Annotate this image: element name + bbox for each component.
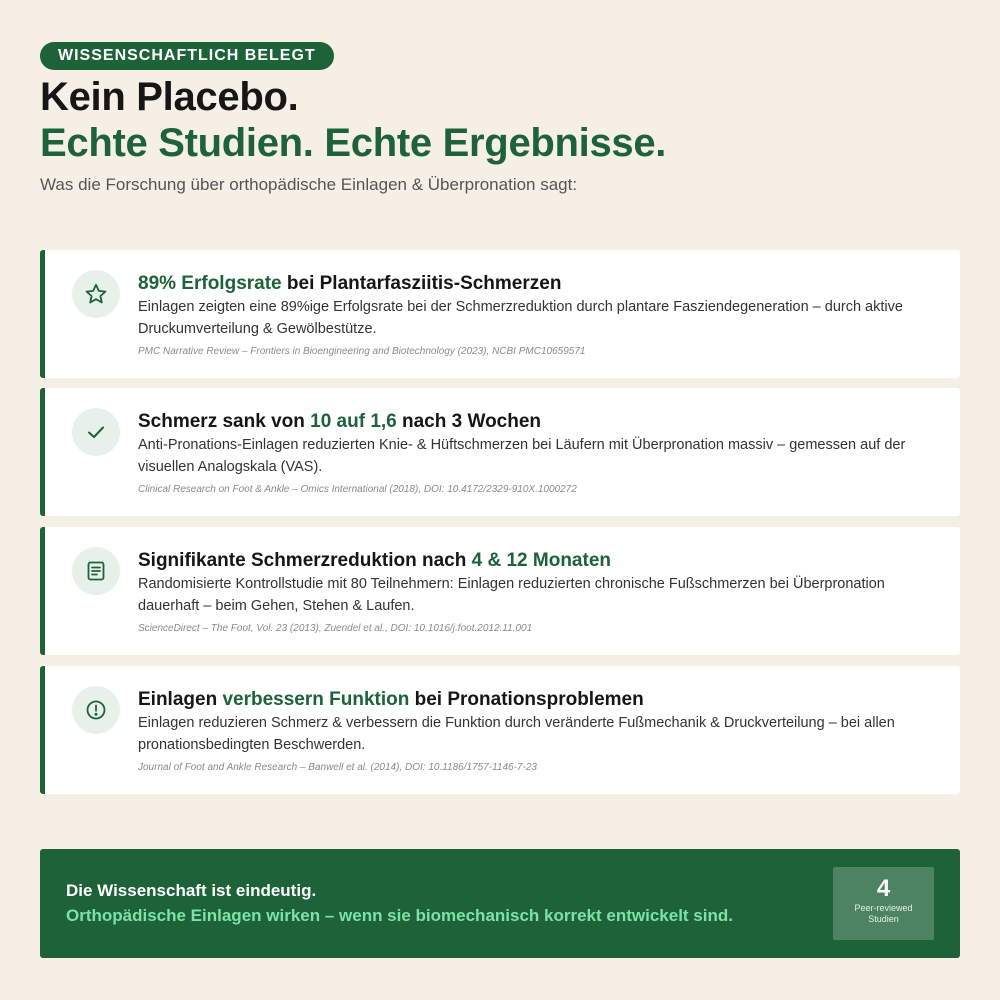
study-card-title: Signifikante Schmerzreduktion nach 4 & 12 Monaten <box>138 550 611 571</box>
study-card-description: Einlagen zeigten eine 89%ige Erfolgsrate bei der Schmerzreduktion durch plantare Fasziendegeneration – durch aktive Druckumverteilung & Gewölbestütze. <box>138 299 903 337</box>
study-count-label: Peer-reviewed Studien <box>854 903 913 924</box>
study-card-description: Anti-Pronations-Einlagen reduzierten Knie- & Hüftschmerzen bei Läufern mit Überpronation massiv – gemessen auf der visuellen Analogskala (VAS). <box>138 437 906 475</box>
study-card-source: Journal of Foot and Ankle Research – Banwell et al. (2014), DOI: 10.1186/1757-1146-7-23 <box>138 762 537 773</box>
study-card-description: Randomisierte Kontrollstudie mit 80 Teilnehmern: Einlagen reduzierten chronische Fußschmerzen bei Überpronation dauerhaft – beim Gehen, Stehen & Laufen. <box>138 576 885 614</box>
study-card-title: Einlagen verbessern Funktion bei Pronationsproblemen <box>138 689 644 710</box>
summary-headline: Die Wissenschaft ist eindeutig. <box>66 881 317 900</box>
page-title-line2: Echte Studien. Echte Ergebnisse. <box>40 121 667 165</box>
alert-circle-icon <box>72 686 120 734</box>
page-subtitle: Was die Forschung über orthopädische Einlagen & Überpronation sagt: <box>40 175 578 194</box>
star-icon <box>72 270 120 318</box>
study-card-description: Einlagen reduzieren Schmerz & verbessern die Funktion durch veränderte Fußmechanik & Druckverteilung – bei allen pronationsbedingten Beschwerden. <box>138 715 895 753</box>
study-card-source: PMC Narrative Review – Frontiers in Bioengineering and Biotechnology (2023), NCBI PMC10659571 <box>138 346 586 357</box>
study-card-title: Schmerz sank von 10 auf 1,6 nach 3 Wochen <box>138 411 542 432</box>
study-card-2 <box>40 388 960 516</box>
badge-wissenschaftlich-belegt: WISSENSCHAFTLICH BELEGT <box>40 42 334 70</box>
study-card-3 <box>40 527 960 655</box>
study-card-4 <box>40 666 960 794</box>
study-card-title: 89% Erfolgsrate bei Plantarfasziitis-Schmerzen <box>138 273 562 294</box>
study-count-stat <box>833 867 934 940</box>
document-icon <box>72 547 120 595</box>
page-title-line1: Kein Placebo. <box>40 75 299 119</box>
study-count-number: 4 <box>876 875 891 902</box>
study-card-source: Clinical Research on Foot & Ankle – Omics International (2018), DOI: 10.4172/2329-910X.1000272 <box>138 484 577 495</box>
summary-claim: Orthopädische Einlagen wirken – wenn sie biomechanisch korrekt entwickelt sind. <box>66 906 733 925</box>
check-icon <box>72 408 120 456</box>
study-card-1 <box>40 250 960 378</box>
study-card-source: ScienceDirect – The Foot, Vol. 23 (2013), Zuendel et al., DOI: 10.1016/j.foot.2012.11.001 <box>138 623 533 634</box>
summary-banner <box>40 849 960 958</box>
